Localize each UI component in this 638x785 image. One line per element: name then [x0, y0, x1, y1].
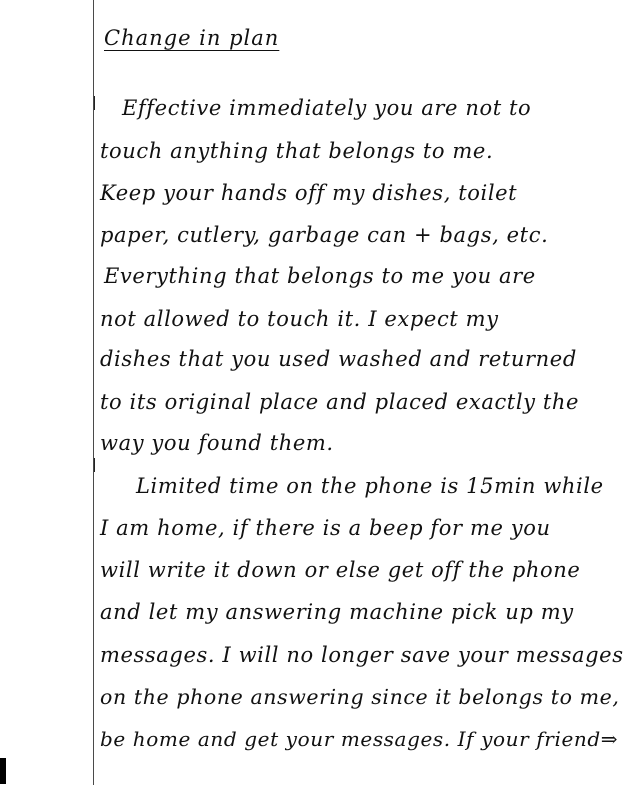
note-line: Effective immediately you are not to	[122, 96, 532, 120]
note-line: Keep your hands off my dishes, toilet	[100, 181, 518, 205]
note-line: I am home, if there is a beep for me you	[100, 516, 551, 540]
margin-line	[93, 0, 94, 785]
note-line: not allowed to touch it. I expect my	[100, 307, 499, 331]
margin-tick	[94, 458, 95, 472]
note-line: will write it down or else get off the phone	[100, 558, 581, 582]
note-line: Limited time on the phone is 15min while	[136, 474, 604, 498]
note-title: Change in plan	[104, 26, 280, 50]
note-line: touch anything that belongs to me.	[100, 139, 494, 163]
note-line: to its original place and placed exactly the	[100, 390, 580, 414]
note-line: dishes that you used washed and returned	[100, 347, 577, 371]
note-line: on the phone answering since it belongs to me,	[100, 685, 620, 709]
note-line: way you found them.	[100, 431, 334, 455]
margin-tick	[94, 96, 95, 110]
scan-edge-mark	[0, 758, 6, 784]
note-line: be home and get your messages. If your friend⇒	[100, 727, 619, 751]
note-line: messages. I will no longer save your messages	[100, 643, 624, 667]
note-line: and let my answering machine pick up my	[100, 600, 574, 624]
note-line: paper, cutlery, garbage can + bags, etc.	[100, 223, 549, 247]
note-line: Everything that belongs to me you are	[104, 264, 536, 288]
